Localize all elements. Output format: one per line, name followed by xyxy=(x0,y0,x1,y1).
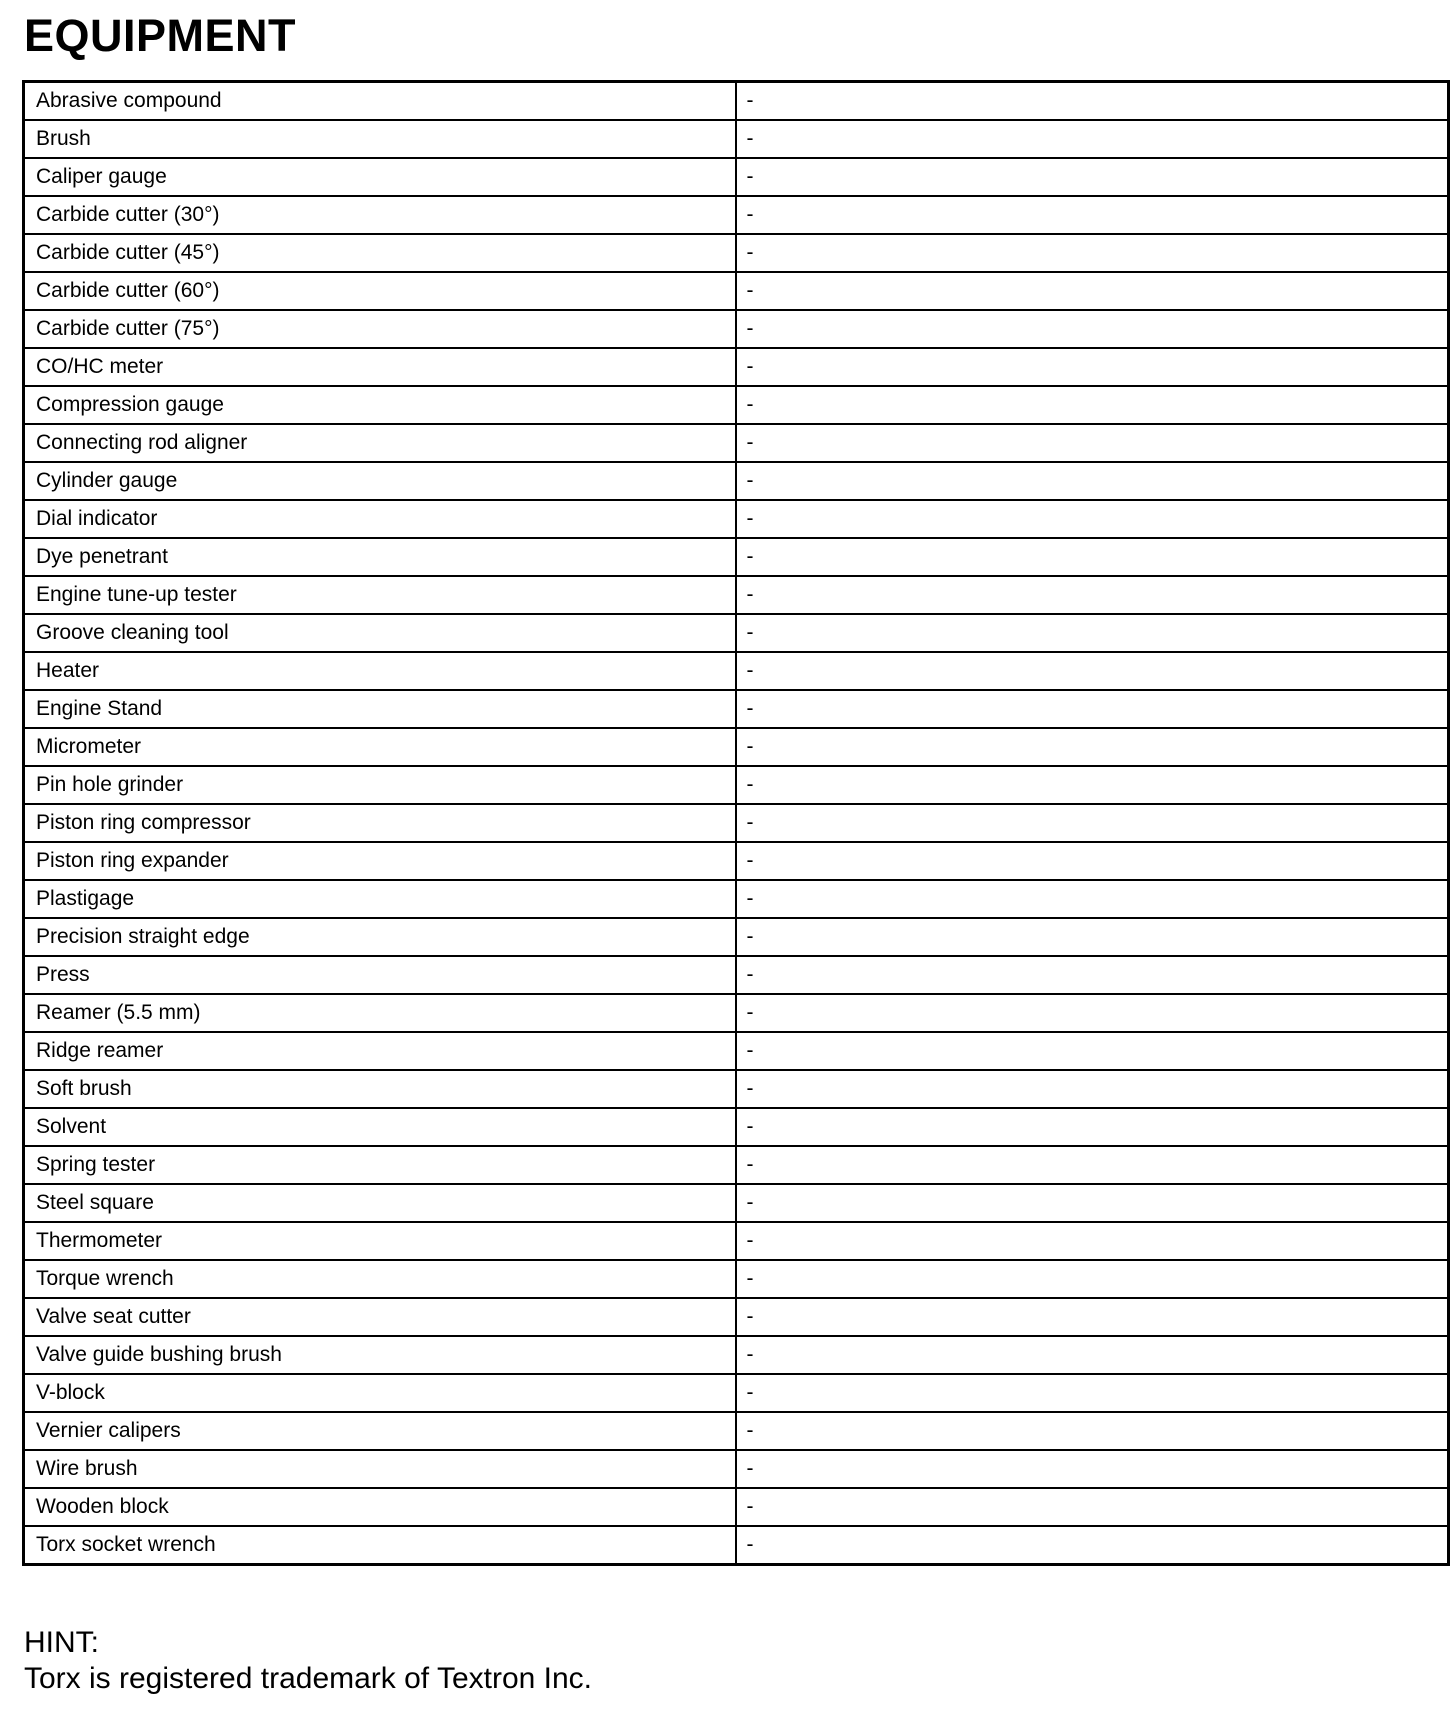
part-number-cell: - xyxy=(736,956,1449,994)
part-number-cell: - xyxy=(736,234,1449,272)
hint-text: Torx is registered trademark of Textron Inc. xyxy=(24,1662,593,1695)
equipment-name-cell: Valve guide bushing brush xyxy=(24,1336,736,1374)
table-row xyxy=(24,1298,1449,1336)
part-number-cell: - xyxy=(736,918,1449,956)
table-row xyxy=(24,424,1449,462)
equipment-name-cell: Reamer (5.5 mm) xyxy=(24,994,736,1032)
part-number-cell: - xyxy=(736,500,1449,538)
part-number-cell: - xyxy=(736,576,1449,614)
part-number-cell: - xyxy=(736,1450,1449,1488)
equipment-table xyxy=(22,80,1450,1566)
part-number-cell: - xyxy=(736,348,1449,386)
hint-label: HINT: xyxy=(24,1626,99,1659)
part-number-cell: - xyxy=(736,614,1449,652)
equipment-name-cell: Plastigage xyxy=(24,880,736,918)
part-number-cell: - xyxy=(736,1336,1449,1374)
table-row xyxy=(24,196,1449,234)
part-number-cell: - xyxy=(736,310,1449,348)
table-row xyxy=(24,1374,1449,1412)
table-row xyxy=(24,386,1449,424)
table-row xyxy=(24,462,1449,500)
part-number-cell: - xyxy=(736,1222,1449,1260)
table-row xyxy=(24,1260,1449,1298)
equipment-name-cell: Engine tune-up tester xyxy=(24,576,736,614)
equipment-name-cell: Heater xyxy=(24,652,736,690)
table-row xyxy=(24,1450,1449,1488)
table-row xyxy=(24,880,1449,918)
table-row xyxy=(24,310,1449,348)
equipment-name-cell: Cylinder gauge xyxy=(24,462,736,500)
hint-note xyxy=(24,1625,592,1697)
equipment-name-cell: Groove cleaning tool xyxy=(24,614,736,652)
part-number-cell: - xyxy=(736,158,1449,196)
equipment-name-cell: Compression gauge xyxy=(24,386,736,424)
equipment-name-cell: Carbide cutter (75°) xyxy=(24,310,736,348)
equipment-name-cell: Pin hole grinder xyxy=(24,766,736,804)
table-row xyxy=(24,158,1449,196)
equipment-name-cell: Solvent xyxy=(24,1108,736,1146)
part-number-cell: - xyxy=(736,690,1449,728)
table-row xyxy=(24,1526,1449,1565)
part-number-cell: - xyxy=(736,462,1449,500)
equipment-name-cell: Torque wrench xyxy=(24,1260,736,1298)
table-row xyxy=(24,82,1449,121)
part-number-cell: - xyxy=(736,804,1449,842)
table-row xyxy=(24,120,1449,158)
equipment-name-cell: Caliper gauge xyxy=(24,158,736,196)
table-row xyxy=(24,272,1449,310)
table-row xyxy=(24,766,1449,804)
part-number-cell: - xyxy=(736,272,1449,310)
equipment-name-cell: Connecting rod aligner xyxy=(24,424,736,462)
part-number-cell: - xyxy=(736,1260,1449,1298)
equipment-table-body xyxy=(24,82,1449,1565)
part-number-cell: - xyxy=(736,120,1449,158)
equipment-name-cell: Piston ring expander xyxy=(24,842,736,880)
part-number-cell: - xyxy=(736,1298,1449,1336)
table-row xyxy=(24,1146,1449,1184)
part-number-cell: - xyxy=(736,1412,1449,1450)
equipment-name-cell: Torx socket wrench xyxy=(24,1526,736,1565)
table-row xyxy=(24,918,1449,956)
table-row xyxy=(24,994,1449,1032)
table-row xyxy=(24,614,1449,652)
equipment-name-cell: Piston ring compressor xyxy=(24,804,736,842)
equipment-name-cell: V-block xyxy=(24,1374,736,1412)
part-number-cell: - xyxy=(736,728,1449,766)
part-number-cell: - xyxy=(736,386,1449,424)
equipment-name-cell: Precision straight edge xyxy=(24,918,736,956)
table-row xyxy=(24,652,1449,690)
equipment-name-cell: Vernier calipers xyxy=(24,1412,736,1450)
equipment-name-cell: CO/HC meter xyxy=(24,348,736,386)
table-row xyxy=(24,1032,1449,1070)
page-title: EQUIPMENT xyxy=(24,10,297,61)
table-row xyxy=(24,690,1449,728)
table-row xyxy=(24,1412,1449,1450)
equipment-name-cell: Steel square xyxy=(24,1184,736,1222)
table-row xyxy=(24,842,1449,880)
equipment-name-cell: Soft brush xyxy=(24,1070,736,1108)
equipment-name-cell: Wooden block xyxy=(24,1488,736,1526)
equipment-name-cell: Micrometer xyxy=(24,728,736,766)
table-row xyxy=(24,804,1449,842)
part-number-cell: - xyxy=(736,1070,1449,1108)
part-number-cell: - xyxy=(736,842,1449,880)
table-row xyxy=(24,576,1449,614)
equipment-name-cell: Brush xyxy=(24,120,736,158)
equipment-name-cell: Press xyxy=(24,956,736,994)
part-number-cell: - xyxy=(736,538,1449,576)
equipment-name-cell: Carbide cutter (45°) xyxy=(24,234,736,272)
table-row xyxy=(24,1108,1449,1146)
table-row xyxy=(24,1184,1449,1222)
part-number-cell: - xyxy=(736,1032,1449,1070)
part-number-cell: - xyxy=(736,994,1449,1032)
equipment-name-cell: Ridge reamer xyxy=(24,1032,736,1070)
table-row xyxy=(24,538,1449,576)
table-row xyxy=(24,1488,1449,1526)
part-number-cell: - xyxy=(736,652,1449,690)
part-number-cell: - xyxy=(736,1108,1449,1146)
table-row xyxy=(24,1222,1449,1260)
part-number-cell: - xyxy=(736,1184,1449,1222)
table-row xyxy=(24,728,1449,766)
part-number-cell: - xyxy=(736,1374,1449,1412)
part-number-cell: - xyxy=(736,196,1449,234)
part-number-cell: - xyxy=(736,880,1449,918)
table-row xyxy=(24,1070,1449,1108)
part-number-cell: - xyxy=(736,82,1449,121)
part-number-cell: - xyxy=(736,1146,1449,1184)
part-number-cell: - xyxy=(736,766,1449,804)
equipment-name-cell: Engine Stand xyxy=(24,690,736,728)
table-row xyxy=(24,500,1449,538)
equipment-name-cell: Dial indicator xyxy=(24,500,736,538)
equipment-name-cell: Thermometer xyxy=(24,1222,736,1260)
part-number-cell: - xyxy=(736,1488,1449,1526)
equipment-name-cell: Carbide cutter (60°) xyxy=(24,272,736,310)
part-number-cell: - xyxy=(736,424,1449,462)
table-row xyxy=(24,956,1449,994)
table-row xyxy=(24,234,1449,272)
equipment-name-cell: Wire brush xyxy=(24,1450,736,1488)
table-row xyxy=(24,1336,1449,1374)
equipment-name-cell: Abrasive compound xyxy=(24,82,736,121)
table-row xyxy=(24,348,1449,386)
equipment-name-cell: Spring tester xyxy=(24,1146,736,1184)
equipment-name-cell: Carbide cutter (30°) xyxy=(24,196,736,234)
part-number-cell: - xyxy=(736,1526,1449,1565)
equipment-name-cell: Dye penetrant xyxy=(24,538,736,576)
equipment-name-cell: Valve seat cutter xyxy=(24,1298,736,1336)
